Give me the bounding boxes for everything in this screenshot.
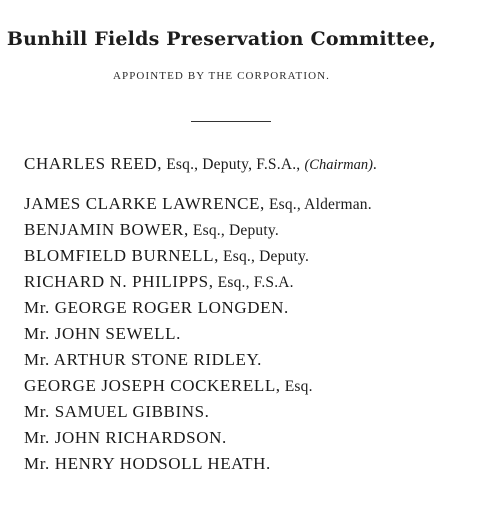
divider-rule xyxy=(191,121,271,122)
member-line xyxy=(24,194,372,214)
member-name: Mr. ARTHUR STONE RIDLEY. xyxy=(24,350,263,369)
member-line xyxy=(24,350,262,370)
member-line xyxy=(24,376,313,396)
member-line xyxy=(24,454,271,474)
member-name: Mr. SAMUEL GIBBINS. xyxy=(24,402,210,421)
member-name: BLOMFIELD BURNELL, xyxy=(24,246,219,265)
member-titles: Esq., Alderman. xyxy=(264,196,372,213)
member-line xyxy=(24,272,294,292)
chairman-role: (Chairman) xyxy=(304,157,373,173)
member-line xyxy=(24,428,227,448)
member-name: JAMES CLARKE LAWRENCE, xyxy=(24,194,265,213)
member-line xyxy=(24,402,210,422)
member-name: RICHARD N. PHILIPPS, xyxy=(24,272,214,291)
member-titles: Esq., F.S.A. xyxy=(213,274,294,291)
member-titles: Esq., Deputy. xyxy=(188,222,279,239)
member-line xyxy=(24,298,289,318)
committee-title: Bunhill Fields Preservation Committee, xyxy=(6,28,437,50)
chairman-end: . xyxy=(372,156,377,173)
member-name: Mr. JOHN RICHARDSON. xyxy=(24,428,227,447)
member-line xyxy=(24,220,279,240)
member-titles: Esq., Deputy. xyxy=(218,248,310,265)
member-name: Mr. HENRY HODSOLL HEATH. xyxy=(24,454,271,473)
member-name: Mr. JOHN SEWELL. xyxy=(24,324,181,343)
member-name: BENJAMIN BOWER, xyxy=(24,220,189,239)
member-line xyxy=(24,246,309,266)
member-line xyxy=(24,324,181,344)
chairman-line xyxy=(24,154,377,174)
member-titles: Esq. xyxy=(280,378,313,395)
member-name: GEORGE JOSEPH COCKERELL, xyxy=(24,376,281,395)
chairman-name: CHARLES REED, xyxy=(24,154,163,173)
appointment-subtitle: APPOINTED BY THE CORPORATION. xyxy=(112,70,331,82)
chairman-titles: Esq., Deputy, F.S.A., xyxy=(162,156,305,173)
member-name: Mr. GEORGE ROGER LONGDEN. xyxy=(24,298,289,317)
